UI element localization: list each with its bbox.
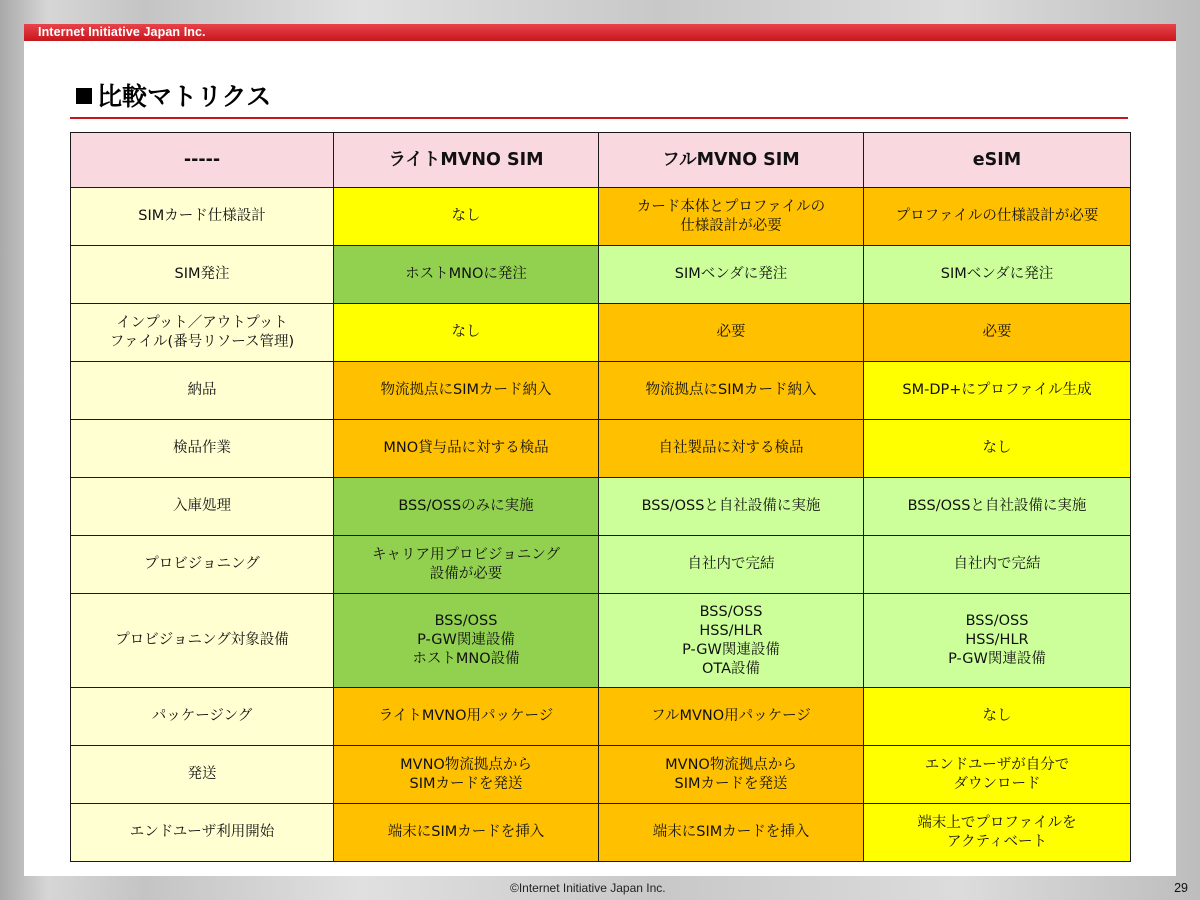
matrix-cell <box>334 804 599 862</box>
cell-text-line: BSS/OSSと自社設備に実施 <box>641 498 821 514</box>
cell-text-line: 検品作業 <box>173 440 231 456</box>
table-row <box>71 188 1131 246</box>
cell-text-line: BSS/OSSと自社設備に実施 <box>907 498 1087 514</box>
matrix-cell <box>334 688 599 746</box>
matrix-cell <box>599 594 864 688</box>
table-row <box>71 478 1131 536</box>
header-cell-esim: eSIM <box>864 133 1131 188</box>
row-label-cell <box>71 746 334 804</box>
table-row <box>71 688 1131 746</box>
cell-text-line: 納品 <box>187 382 217 398</box>
cell-text-line: SIMベンダに発注 <box>674 266 788 282</box>
slide <box>24 24 1176 876</box>
matrix-cell <box>864 188 1131 246</box>
cell-text-line: SIM発注 <box>174 266 230 282</box>
matrix-cell <box>334 304 599 362</box>
matrix-cell <box>334 594 599 688</box>
cell-text-line: インプット／アウトプット <box>116 314 288 331</box>
matrix-cell <box>334 420 599 478</box>
matrix-cell <box>599 688 864 746</box>
comparison-matrix <box>70 132 1131 862</box>
header-cell-light-mvno: ライトMVNO SIM <box>334 133 599 188</box>
cell-text-line: ファイル(番号リソース管理) <box>109 333 295 350</box>
row-label-cell <box>71 420 334 478</box>
cell-text-line: 設備が必要 <box>429 565 503 582</box>
table-row <box>71 420 1131 478</box>
cell-text-line: ホストMNO設備 <box>412 651 520 667</box>
cell-text-line: HSS/HLR <box>699 622 763 639</box>
cell-text-line: SIMカード仕様設計 <box>138 208 266 224</box>
cell-text-line: BSS/OSS <box>434 613 498 629</box>
matrix-cell <box>599 362 864 420</box>
row-label-cell <box>71 304 334 362</box>
matrix-cell <box>864 420 1131 478</box>
cell-text-line: プロファイルの仕様設計が必要 <box>895 208 1099 224</box>
page-number: 29 <box>1174 881 1188 895</box>
matrix-cell <box>864 746 1131 804</box>
cell-text-line: MVNO物流拠点から <box>665 756 797 773</box>
cell-text-line: ライトMVNO用パッケージ <box>378 708 554 724</box>
cell-text-line: なし <box>451 324 481 340</box>
row-label-cell <box>71 536 334 594</box>
title-underline <box>70 117 1128 119</box>
matrix-cell <box>334 362 599 420</box>
cell-text-line: キャリア用プロビジョニング <box>372 546 560 563</box>
cell-text-line: 物流拠点にSIMカード納入 <box>645 382 817 398</box>
brand-name: Internet Initiative Japan Inc. <box>38 25 206 39</box>
table-row <box>71 536 1131 594</box>
matrix-cell <box>599 746 864 804</box>
table-row <box>71 746 1131 804</box>
cell-text-line: カード本体とプロファイルの <box>636 198 826 215</box>
row-label-cell <box>71 478 334 536</box>
cell-text-line: HSS/HLR <box>965 632 1029 648</box>
row-label-cell <box>71 594 334 688</box>
row-label-cell <box>71 246 334 304</box>
row-label-cell <box>71 688 334 746</box>
table-row <box>71 304 1131 362</box>
table-row <box>71 362 1131 420</box>
cell-text-line: 自社製品に対する検品 <box>658 440 804 456</box>
cell-text-line: なし <box>451 208 481 224</box>
matrix-cell <box>864 688 1131 746</box>
matrix-cell <box>599 804 864 862</box>
page-title <box>76 82 271 112</box>
matrix-cell <box>864 478 1131 536</box>
cell-text-line: SIMベンダに発注 <box>940 266 1054 282</box>
cell-text-line: プロビジョニング <box>144 556 260 572</box>
brand-bar <box>24 24 1176 41</box>
cell-text-line: 端末にSIMカードを挿入 <box>652 824 810 840</box>
cell-text-line: BSS/OSS <box>965 613 1029 629</box>
row-label-cell <box>71 804 334 862</box>
cell-text-line: 入庫処理 <box>173 498 231 514</box>
copyright-footer: ©Internet Initiative Japan Inc. <box>510 881 666 895</box>
cell-text-line: フルMVNO用パッケージ <box>651 708 811 724</box>
cell-text-line: パッケージング <box>151 708 253 724</box>
matrix-cell <box>864 594 1131 688</box>
cell-text-line: プロビジョニング対象設備 <box>115 632 289 648</box>
cell-text-line: なし <box>982 440 1012 456</box>
matrix-cell <box>599 246 864 304</box>
cell-text-line: P-GW関連設備 <box>417 632 515 648</box>
matrix-cell <box>864 304 1131 362</box>
header-cell-full-mvno: フルMVNO SIM <box>599 133 864 188</box>
header-row <box>71 133 1131 188</box>
matrix-cell <box>864 362 1131 420</box>
cell-text-line: 自社内で完結 <box>687 556 775 572</box>
cell-text-line: なし <box>982 708 1012 724</box>
cell-text-line: MVNO物流拠点から <box>400 756 532 773</box>
matrix-cell <box>334 746 599 804</box>
cell-text-line: P-GW関連設備 <box>948 651 1046 667</box>
page-title-text: 比較マトリクス <box>97 82 272 111</box>
cell-text-line: エンドユーザが自分で <box>924 756 1070 773</box>
cell-text-line: アクティベート <box>947 833 1047 850</box>
matrix-cell <box>334 536 599 594</box>
title-bullet-icon <box>76 88 92 104</box>
matrix-cell <box>599 304 864 362</box>
cell-text-line: SIMカードを発送 <box>674 775 788 792</box>
cell-text-line: BSS/OSS <box>699 603 763 620</box>
matrix-cell <box>334 188 599 246</box>
row-label-cell <box>71 188 334 246</box>
matrix-cell <box>864 536 1131 594</box>
matrix-cell <box>334 478 599 536</box>
header-cell-criteria: ----- <box>71 133 334 188</box>
cell-text-line: SIMカードを発送 <box>409 775 523 792</box>
cell-text-line: 仕様設計が必要 <box>680 217 782 234</box>
cell-text-line: SM-DP+にプロファイル生成 <box>902 382 1092 398</box>
cell-text-line: ダウンロード <box>953 775 1041 792</box>
matrix-cell <box>599 188 864 246</box>
cell-text-line: 端末上でプロファイルを <box>917 814 1077 831</box>
matrix-cell <box>599 536 864 594</box>
cell-text-line: OTA設備 <box>701 660 761 677</box>
cell-text-line: 自社内で完結 <box>953 556 1041 572</box>
matrix-cell <box>599 420 864 478</box>
table-row <box>71 246 1131 304</box>
matrix-cell <box>864 246 1131 304</box>
cell-text-line: 必要 <box>982 324 1012 340</box>
matrix-cell <box>599 478 864 536</box>
cell-text-line: 端末にSIMカードを挿入 <box>387 824 545 840</box>
cell-text-line: エンドユーザ利用開始 <box>129 824 275 840</box>
table-row <box>71 594 1131 688</box>
cell-text-line: P-GW関連設備 <box>682 641 780 658</box>
cell-text-line: ホストMNOに発注 <box>405 266 527 282</box>
matrix-cell <box>334 246 599 304</box>
cell-text-line: 発送 <box>187 766 217 782</box>
cell-text-line: MNO貸与品に対する検品 <box>383 440 549 456</box>
row-label-cell <box>71 362 334 420</box>
cell-text-line: 必要 <box>716 324 746 340</box>
table-row <box>71 804 1131 862</box>
cell-text-line: 物流拠点にSIMカード納入 <box>380 382 552 398</box>
matrix-cell <box>864 804 1131 862</box>
cell-text-line: BSS/OSSのみに実施 <box>398 498 534 514</box>
